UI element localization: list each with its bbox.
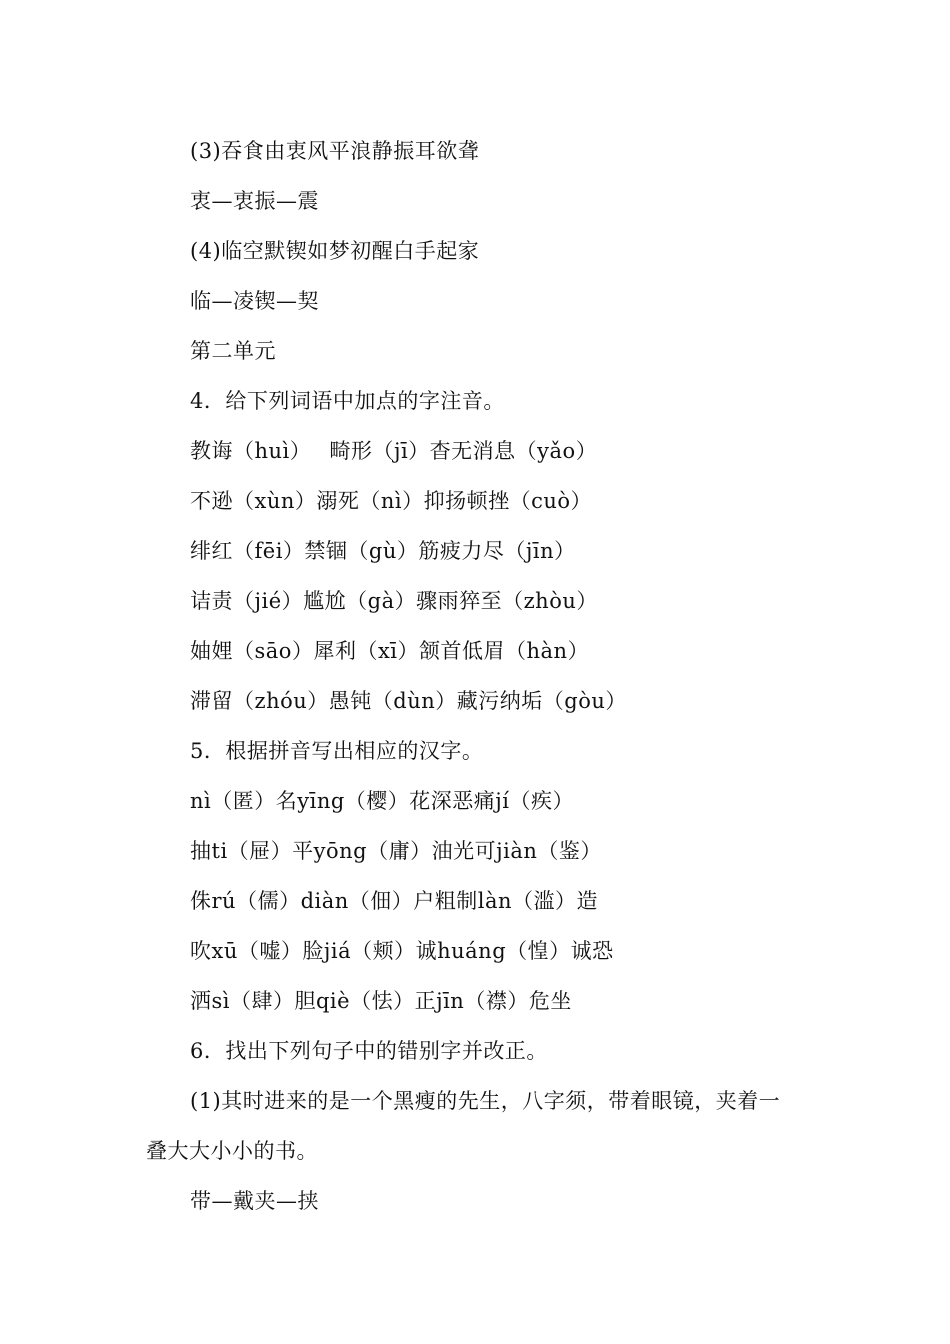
character-row-2: 抽ti（屉）平yōng（庸）油光可jiàn（鉴）: [190, 839, 602, 863]
pinyin-row-6: 滞留（zhóu）愚钝（dùn）藏污纳垢（gòu）: [190, 689, 627, 713]
character-row-4: 吹xū（嘘）脸jiá（颊）诚huáng（惶）诚恐: [190, 939, 614, 963]
sentence-1-text: (1)其时进来的是一个黑瘦的先生，八字须，带着眼镜，夹着一: [190, 1089, 781, 1113]
pinyin-row-5: 妯娌（sāo）犀利（xī）颔首低眉（hàn）: [190, 639, 590, 663]
item-3-heading: (3)吞食由衷风平浪静振耳欲聋: [190, 139, 480, 163]
pinyin-row-3: 绯红（fēi）禁锢（gù）筋疲力尽（jīn）: [190, 539, 576, 563]
unit-heading: 第二单元: [190, 339, 276, 363]
sentence-1-correction: 带—戴夹—挟: [190, 1189, 319, 1213]
question-5-prompt: 5．根据拼音写出相应的汉字。: [190, 739, 484, 763]
item-3-correction: 衷—衷振—震: [190, 189, 319, 213]
character-row-3: 侏rú（儒）diàn（佃）户粗制làn（滥）造: [190, 889, 599, 913]
item-4-correction: 临—凌锲—契: [190, 289, 319, 313]
question-4-prompt: 4．给下列词语中加点的字注音。: [190, 389, 505, 413]
pinyin-row-1: 教诲（huì） 畸形（jī）杳无消息（yǎo）: [190, 439, 598, 463]
character-row-5: 洒sì（肆）胆qiè（怯）正jīn（襟）危坐: [190, 989, 572, 1013]
question-6-prompt: 6．找出下列句子中的错别字并改正。: [190, 1039, 548, 1063]
pinyin-row-4: 诘责（jié）尴尬（gà）骤雨猝至（zhòu）: [190, 589, 598, 613]
pinyin-row-2: 不逊（xùn）溺死（nì）抑扬顿挫（cuò）: [190, 489, 593, 513]
sentence-1-continuation: 叠大大小小的书。: [146, 1139, 318, 1163]
character-row-1: nì（匿）名yīng（樱）花深恶痛jí（疾）: [190, 789, 575, 813]
item-4-heading: (4)临空默锲如梦初醒白手起家: [190, 239, 480, 263]
